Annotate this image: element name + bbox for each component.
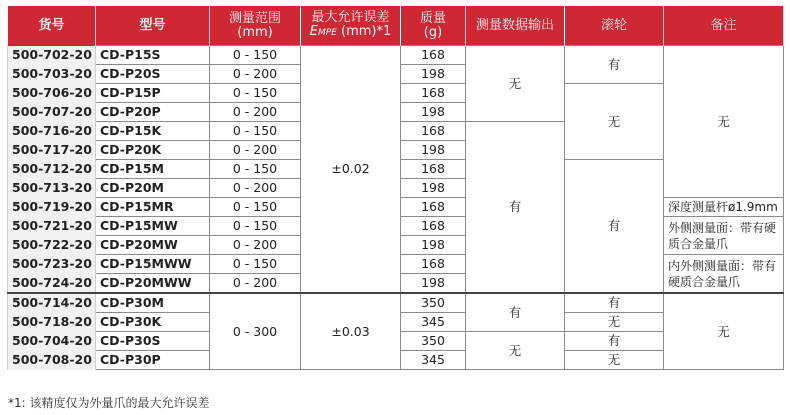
part-no-cell: 500-712-20 [8, 160, 96, 179]
range-cell: 0 - 200 [210, 236, 301, 255]
range-cell: 0 - 300 [210, 293, 301, 370]
roller-cell: 无 [565, 313, 664, 332]
range-cell: 0 - 200 [210, 103, 301, 122]
part-no-cell: 500-713-20 [8, 179, 96, 198]
mass-cell: 350 [401, 332, 466, 351]
header-range-unit: (mm) [237, 24, 273, 40]
model-cell: CD-P15MW [96, 217, 210, 236]
header-data-output: 测量数据输出 [466, 6, 565, 46]
roller-cell: 无 [565, 351, 664, 370]
model-cell: CD-P20P [96, 103, 210, 122]
table-row [8, 46, 784, 65]
mass-cell: 198 [401, 65, 466, 84]
model-cell: CD-P20MWW [96, 274, 210, 294]
model-cell: CD-P30P [96, 351, 210, 370]
mass-cell: 168 [401, 46, 466, 65]
model-cell: CD-P15MWW [96, 255, 210, 274]
header-mass-unit: (g) [423, 24, 443, 40]
header-mass-title: 质量 [419, 10, 446, 26]
mass-cell: 345 [401, 351, 466, 370]
range-cell: 0 - 200 [210, 141, 301, 160]
remarks-cell: 内外侧测量面：带有硬质合金量爪 [664, 255, 784, 294]
mass-cell: 168 [401, 217, 466, 236]
header-mpe-unit: EMPE (mm)*1 [309, 24, 392, 39]
part-no-cell: 500-718-20 [8, 313, 96, 332]
mass-cell: 168 [401, 160, 466, 179]
output-cell: 有 [466, 293, 565, 332]
model-cell: CD-P20M [96, 179, 210, 198]
range-cell: 0 - 150 [210, 255, 301, 274]
part-no-cell: 500-719-20 [8, 198, 96, 217]
range-cell: 0 - 150 [210, 217, 301, 236]
spec-table [7, 6, 784, 370]
mass-cell: 350 [401, 293, 466, 313]
header-part-no: 货号 [8, 6, 96, 46]
part-no-cell: 500-708-20 [8, 351, 96, 370]
header-mass [401, 6, 466, 46]
header-range-title: 测量范围 [228, 10, 281, 26]
remarks-cell: 深度测量杆ø1.9mm [664, 198, 784, 217]
part-no-cell: 500-704-20 [8, 332, 96, 351]
part-no-cell: 500-707-20 [8, 103, 96, 122]
mass-cell: 198 [401, 236, 466, 255]
header-roller: 滚轮 [565, 6, 664, 46]
header-range [210, 6, 301, 46]
model-cell: CD-P30K [96, 313, 210, 332]
model-cell: CD-P15S [96, 46, 210, 65]
range-cell: 0 - 150 [210, 84, 301, 103]
remarks-cell: 无 [664, 46, 784, 198]
model-cell: CD-P15MR [96, 198, 210, 217]
roller-cell: 有 [565, 46, 664, 84]
range-cell: 0 - 200 [210, 65, 301, 84]
model-cell: CD-P20S [96, 65, 210, 84]
output-cell: 无 [466, 332, 565, 370]
model-cell: CD-P15P [96, 84, 210, 103]
model-cell: CD-P30M [96, 293, 210, 313]
header-remarks: 备注 [664, 6, 784, 46]
mass-cell: 168 [401, 198, 466, 217]
header-model: 型号 [96, 6, 210, 46]
mass-cell: 198 [401, 141, 466, 160]
part-no-cell: 500-721-20 [8, 217, 96, 236]
roller-cell: 有 [565, 160, 664, 294]
model-cell: CD-P20MW [96, 236, 210, 255]
roller-cell: 无 [565, 84, 664, 160]
part-no-cell: 500-714-20 [8, 293, 96, 313]
range-cell: 0 - 200 [210, 274, 301, 294]
roller-cell: 有 [565, 293, 664, 313]
mass-cell: 345 [401, 313, 466, 332]
part-no-cell: 500-723-20 [8, 255, 96, 274]
remarks-cell: 外侧测量面：带有硬质合金量爪 [664, 217, 784, 255]
range-cell: 0 - 150 [210, 46, 301, 65]
part-no-cell: 500-724-20 [8, 274, 96, 294]
range-cell: 0 - 150 [210, 122, 301, 141]
part-no-cell: 500-702-20 [8, 46, 96, 65]
range-cell: 0 - 150 [210, 198, 301, 217]
range-cell: 0 - 150 [210, 160, 301, 179]
model-cell: CD-P20K [96, 141, 210, 160]
header-mpe [301, 6, 401, 46]
part-no-cell: 500-706-20 [8, 84, 96, 103]
mass-cell: 198 [401, 179, 466, 198]
mpe-cell: ±0.03 [301, 293, 401, 370]
part-no-cell: 500-716-20 [8, 122, 96, 141]
part-no-cell: 500-703-20 [8, 65, 96, 84]
range-cell: 0 - 200 [210, 179, 301, 198]
footnote: *1: 该精度仅为外量爪的最大允许误差 [8, 396, 210, 410]
table-row [8, 293, 784, 313]
output-cell: 无 [466, 46, 565, 122]
model-cell: CD-P15K [96, 122, 210, 141]
spec-table-container [7, 6, 783, 370]
mass-cell: 168 [401, 122, 466, 141]
model-cell: CD-P15M [96, 160, 210, 179]
part-no-cell: 500-717-20 [8, 141, 96, 160]
roller-cell: 有 [565, 332, 664, 351]
mass-cell: 168 [401, 84, 466, 103]
header-mpe-title: 最大允许误差 [311, 10, 390, 25]
output-cell: 有 [466, 122, 565, 294]
part-no-cell: 500-722-20 [8, 236, 96, 255]
header-row [8, 6, 784, 46]
remarks-cell: 无 [664, 293, 784, 370]
mass-cell: 198 [401, 274, 466, 294]
mass-cell: 198 [401, 103, 466, 122]
mpe-cell: ±0.02 [301, 46, 401, 294]
mass-cell: 168 [401, 255, 466, 274]
model-cell: CD-P30S [96, 332, 210, 351]
